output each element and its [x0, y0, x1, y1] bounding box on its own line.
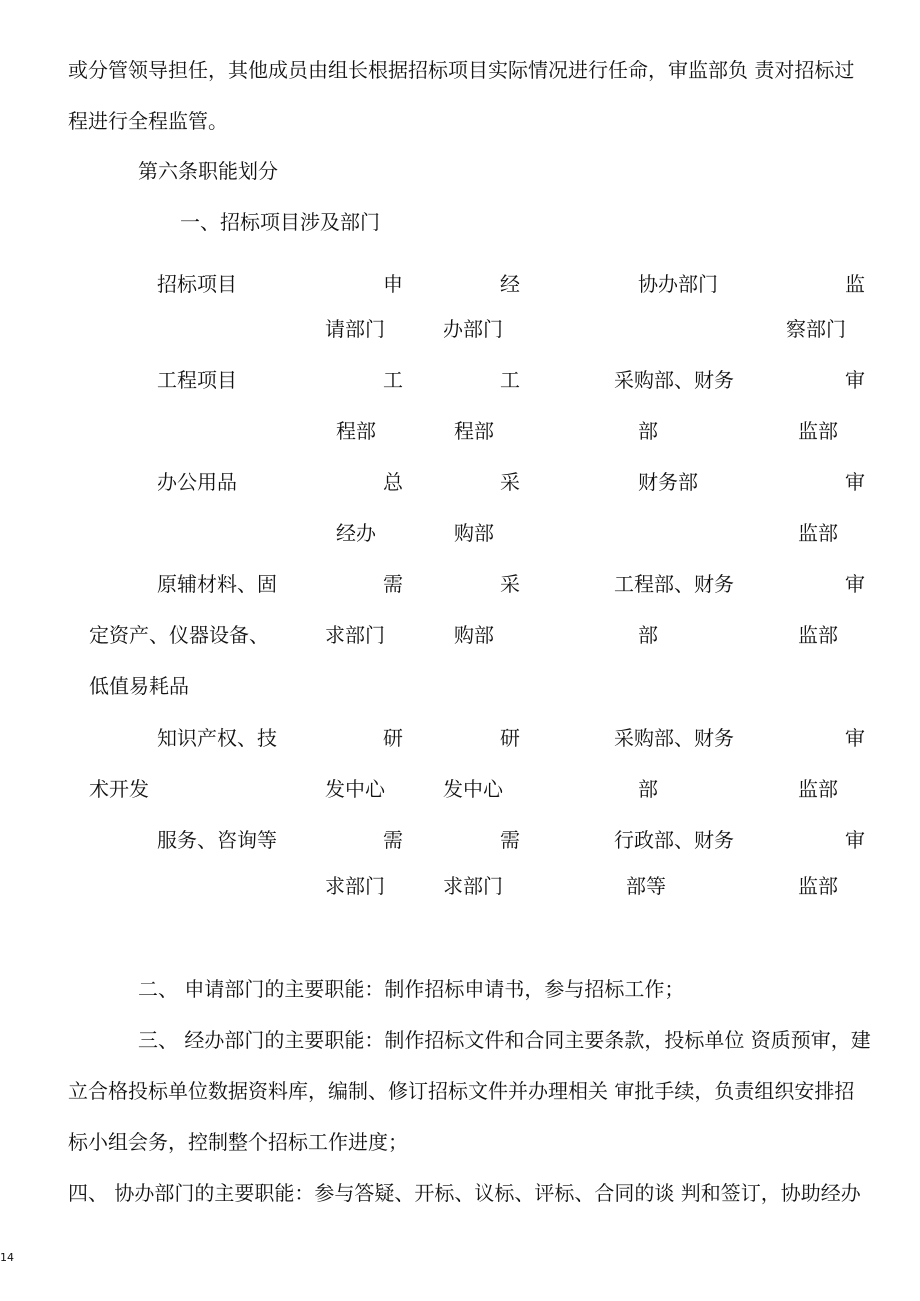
intro-line-1: 或分管领导担任，其他成员由组长根据招标项目实际情况进行任命，审监部负 责对招标过 [68, 58, 855, 82]
row-handle-a: 工 [500, 368, 520, 392]
row-supervise-a: 审 [845, 368, 865, 392]
header-apply-b: 请部门 [325, 317, 385, 341]
row-handle-a: 需 [500, 828, 520, 852]
row-supervise-b: 监部 [798, 777, 838, 801]
row-project-c: 低值易耗品 [89, 674, 189, 698]
row-apply-b: 经办 [336, 521, 376, 545]
row-apply-b: 发中心 [325, 777, 385, 801]
intro-line-2: 程进行全程监管。 [68, 109, 228, 133]
row-apply-a: 总 [383, 470, 403, 494]
row-assist-b: 部等 [626, 874, 666, 898]
header-handle-a: 经 [500, 272, 520, 296]
row-handle-b: 购部 [454, 623, 494, 647]
row-project-a: 知识产权、技 [157, 726, 277, 750]
row-apply-b: 求部门 [325, 623, 385, 647]
row-supervise-a: 审 [845, 828, 865, 852]
row-supervise-a: 审 [845, 726, 865, 750]
section-3-line-1: 三、 经办部门的主要职能：制作招标文件和合同主要条款，投标单位 资质预审，建 [138, 1028, 871, 1052]
header-apply-a: 申 [383, 272, 403, 296]
row-project-a: 原辅材料、固 [157, 572, 277, 596]
row-project-b: 术开发 [89, 777, 149, 801]
row-supervise-b: 监部 [798, 874, 838, 898]
row-assist-a: 采购部、财务 [614, 368, 734, 392]
row-apply-a: 工 [383, 368, 403, 392]
row-apply-b: 求部门 [325, 874, 385, 898]
row-assist-a: 行政部、财务 [614, 828, 734, 852]
page-number: 14 [0, 1251, 14, 1264]
row-handle-b: 发中心 [443, 777, 503, 801]
row-handle-b: 程部 [454, 419, 494, 443]
row-apply-b: 程部 [336, 419, 376, 443]
row-handle-b: 购部 [454, 521, 494, 545]
row-supervise-b: 监部 [798, 419, 838, 443]
header-supervise-a: 监 [845, 272, 865, 296]
row-apply-a: 需 [383, 828, 403, 852]
header-assist: 协办部门 [638, 272, 718, 296]
row-apply-a: 需 [383, 572, 403, 596]
row-assist-b: 部 [638, 419, 658, 443]
section-1-title: 一、招标项目涉及部门 [180, 210, 380, 234]
header-handle-b: 办部门 [443, 317, 503, 341]
row-project: 工程项目 [157, 368, 237, 392]
row-assist-a: 工程部、财务 [614, 572, 734, 596]
row-supervise-a: 审 [845, 572, 865, 596]
row-assist-b: 部 [638, 623, 658, 647]
row-handle-b: 求部门 [443, 874, 503, 898]
row-assist-a: 采购部、财务 [614, 726, 734, 750]
section-2: 二、 申请部门的主要职能：制作招标申请书，参与招标工作； [138, 977, 685, 1001]
row-supervise-b: 监部 [798, 521, 838, 545]
section-3-line-3: 标小组会务，控制整个招标工作进度； [68, 1130, 408, 1154]
article-6-title: 第六条职能划分 [138, 159, 278, 183]
row-handle-a: 研 [500, 726, 520, 750]
row-project: 服务、咨询等 [157, 828, 277, 852]
row-assist-b: 部 [638, 777, 658, 801]
row-handle-a: 采 [500, 572, 520, 596]
section-4-line-1: 四、 协办部门的主要职能：参与答疑、开标、议标、评标、合同的谈 判和签订，协助经办 [68, 1181, 861, 1205]
row-project-b: 定资产、仪器设备、 [89, 623, 269, 647]
header-supervise-b: 察部门 [786, 317, 846, 341]
row-supervise-a: 审 [845, 470, 865, 494]
row-supervise-b: 监部 [798, 623, 838, 647]
row-project: 办公用品 [157, 470, 237, 494]
row-assist-a: 财务部 [638, 470, 698, 494]
section-3-line-2: 立合格投标单位数据资料库，编制、修订招标文件并办理相关 审批手续，负责组织安排招 [68, 1079, 855, 1103]
header-project: 招标项目 [157, 272, 237, 296]
row-apply-a: 研 [383, 726, 403, 750]
row-handle-a: 采 [500, 470, 520, 494]
